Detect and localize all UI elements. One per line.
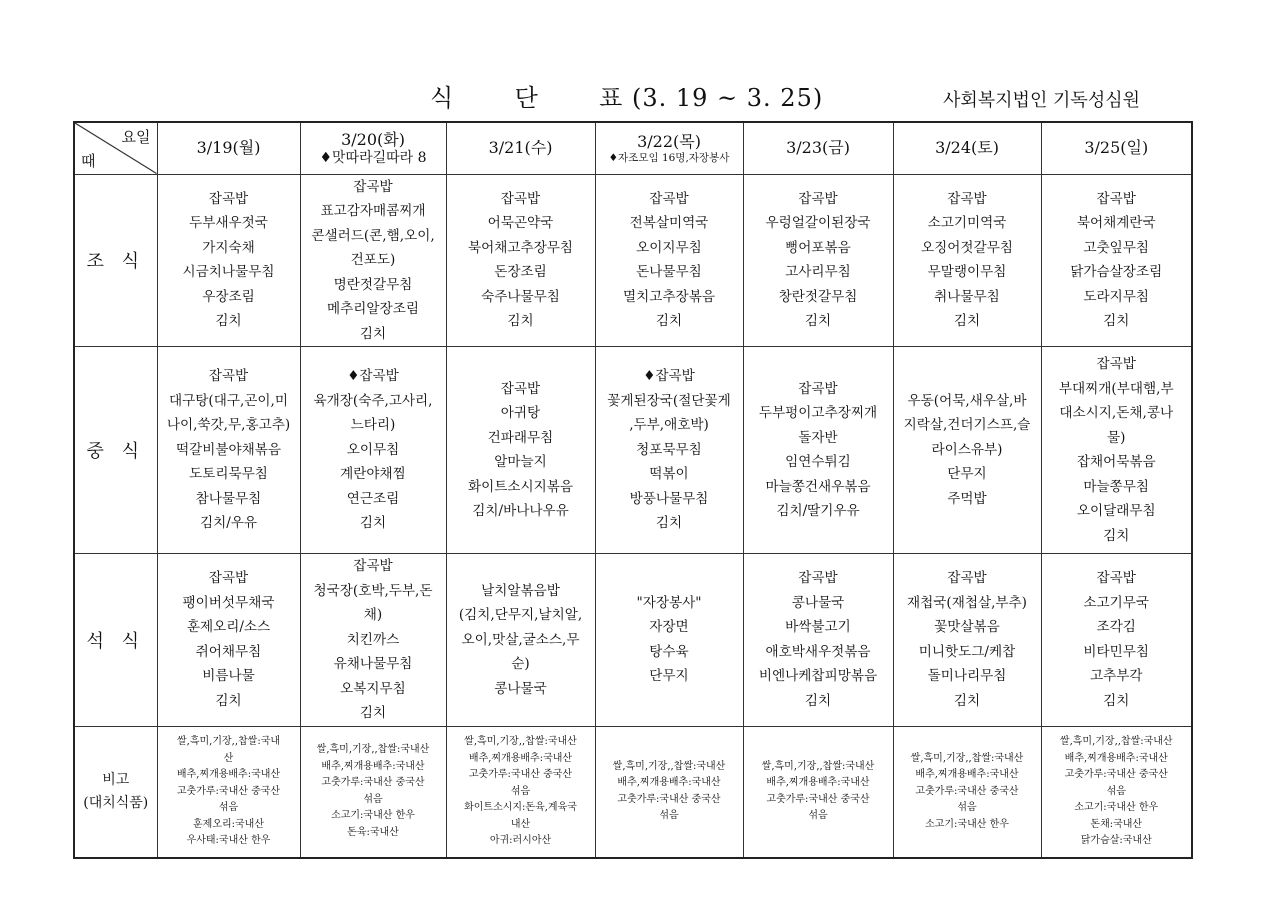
menu-item: 닭가슴살장조림: [1070, 264, 1163, 281]
menu-item: 대소시지,돈채,콩나: [1059, 405, 1174, 421]
menu-item: 우장조림: [202, 288, 255, 305]
menu-item: 떡갈비불야채볶음: [175, 441, 282, 458]
menu-item: 고춧잎무침: [1083, 239, 1150, 256]
menu-item: 계란야채찜: [340, 466, 406, 483]
menu-item: 고사리무침: [785, 264, 851, 281]
menu-item: 소고기무국: [1083, 594, 1150, 611]
menu-item: 숙주나물무침: [481, 288, 560, 305]
menu-item: 잡곡밥: [1096, 190, 1136, 207]
menu-item: "자장봉사": [636, 594, 702, 611]
menu-item: 잡곡밥: [500, 380, 541, 397]
origin-note-cell: [595, 726, 743, 858]
menu-item: 어묵곤약국: [487, 215, 554, 232]
menu-cell: [300, 174, 446, 347]
origin-note-line: 고춧가루:국내산 중국산: [468, 769, 573, 780]
menu-item: 김치: [953, 313, 981, 330]
origin-note-line: 섞음: [1106, 785, 1126, 797]
origin-note-line: 섞음: [510, 785, 531, 797]
dinner-row: [74, 554, 1192, 727]
menu-item: 쥐어채무침: [195, 643, 262, 660]
menu-item: 고추부각: [1089, 668, 1143, 685]
origin-note-line: 소고기:국내산 한우: [1074, 802, 1159, 813]
menu-item: 잡곡밥: [649, 190, 689, 207]
menu-item: 표고감자매콤찌개: [320, 203, 426, 219]
menu-item: 김치: [359, 325, 387, 342]
menu-item: 잡곡밥: [208, 368, 249, 385]
menu-cell: [595, 174, 743, 347]
menu-item: 우렁얼갈이된장국: [765, 215, 871, 232]
menu-item: 부대찌개(부대햄,부: [1058, 380, 1174, 397]
menu-cell: [446, 174, 595, 347]
origin-note-line: 고춧가루:국내산 중국산: [1064, 769, 1168, 780]
origin-note-line: 쌀,흑미,기장,,찹쌀:국내산: [464, 736, 577, 747]
menu-item: 화이트소시지볶음: [467, 478, 574, 495]
menu-item: 비름나물: [202, 668, 255, 685]
origin-note-line: 고춧가루:국내산 중국산: [321, 777, 425, 789]
menu-cell: [1041, 347, 1192, 554]
menu-item: 북어채계란국: [1076, 215, 1156, 232]
day-event: ♦맛따라길따라 8: [319, 149, 427, 166]
menu-item: 잡곡밥: [798, 570, 838, 587]
menu-item: 유채나물무침: [333, 656, 413, 672]
origin-note-line: 쌀,흑미,기장,,찹쌀:국내산: [1059, 736, 1173, 747]
origin-note-line: 배추,찌개용배추:국내산: [1064, 752, 1168, 764]
origin-note-line: 쌀,흑미,기장,,찹쌀:국내산: [910, 752, 1024, 764]
origin-note-cell: [1041, 726, 1192, 858]
menu-item: 취나물무침: [934, 288, 1000, 305]
corner-day-label: 요일: [121, 128, 151, 146]
corner-meal-label: 때: [81, 151, 96, 170]
day-header: [595, 122, 743, 174]
menu-item: 무말랭이무침: [927, 264, 1007, 281]
menu-item: 건파래무침: [487, 429, 554, 446]
menu-item: 주먹밥: [947, 490, 987, 507]
menu-item: 명란젓갈무침: [333, 276, 413, 293]
menu-item: 조각김: [1096, 619, 1136, 636]
menu-item: 참나물무침: [195, 490, 262, 507]
menu-cell: [1041, 174, 1192, 347]
menu-item: 우동(어묵,새우살,바: [907, 392, 1027, 409]
menu-cell: [743, 174, 893, 347]
origin-note-line: 섞음: [957, 802, 977, 813]
origin-note-line: 섞음: [363, 793, 383, 805]
menu-item: 청국장(호박,두부,돈: [313, 582, 433, 599]
origin-note-line: 화이트소시지:돈육,계육국: [464, 802, 577, 813]
meal-label-dinner: 석 식: [74, 554, 157, 727]
organization-name: 사회복지법인 기독성심원: [943, 90, 1140, 111]
menu-item: 가지숙채: [202, 239, 255, 256]
menu-item: 꽃게된장국(절단꽃게: [607, 392, 731, 409]
menu-item: 오복지무침: [340, 680, 406, 697]
menu-item: 날치알볶음밥: [481, 582, 560, 599]
origin-note-line: 배추,찌개용배추:국내산: [617, 777, 721, 789]
menu-item: 오이,맛살,굴소스,무: [461, 631, 580, 648]
origin-note-cell: [893, 726, 1041, 858]
menu-cell: [446, 554, 595, 727]
origin-note-cell: [743, 726, 893, 858]
menu-cell: [893, 347, 1041, 554]
menu-item: 김치: [1103, 527, 1130, 544]
lunch-row: [74, 347, 1192, 554]
menu-item: 돈장조림: [494, 264, 547, 281]
menu-item: 잡곡밥: [208, 190, 249, 207]
menu-item: 김치: [1103, 313, 1130, 330]
menu-item: ♦잡곡밥: [643, 368, 695, 385]
meal-label-lunch: 중 식: [74, 347, 157, 554]
day-event: ♦자조모임 16명,자장봉사: [608, 151, 730, 164]
origin-note-line: 내산: [510, 818, 531, 830]
day-header: [157, 122, 300, 174]
menu-item: 콘샐러드(콘,햄,오이,: [311, 227, 435, 244]
day-date: 3/21(수): [488, 138, 553, 158]
day-date: 3/22(목): [637, 131, 701, 151]
header-row: [74, 122, 1192, 174]
menu-item: ♦잡곡밥: [347, 368, 399, 385]
origin-note-cell: [446, 726, 595, 858]
menu-item: 오이달래무침: [1076, 503, 1156, 519]
menu-item: 김치/바나나우유: [472, 503, 569, 519]
menu-item: 김치/딸기우유: [776, 503, 860, 519]
day-header: [743, 122, 893, 174]
menu-item: 임연수튀김: [785, 454, 851, 470]
menu-item: 오징어젓갈무침: [921, 239, 1013, 256]
menu-item: 소고기미역국: [927, 215, 1007, 232]
menu-item: 방풍나물무침: [629, 490, 709, 507]
menu-item: 떡볶이: [649, 466, 689, 483]
menu-item: 치킨까스: [346, 631, 400, 648]
page-title: 식 단 표 (3. 19 ~ 3. 25): [430, 84, 824, 112]
menu-item: 팽이버섯무채국: [182, 594, 275, 611]
menu-item: 오이지무침: [636, 239, 702, 256]
origin-note-line: 훈제오리:국내산: [193, 818, 264, 830]
menu-item: (김치,단무지,날치알,: [458, 607, 583, 623]
menu-item: 잡곡밥: [353, 558, 393, 574]
menu-item: 비타민무침: [1083, 643, 1150, 660]
menu-item: 라이스유부): [931, 441, 1003, 458]
origin-note-cell: [300, 726, 446, 858]
menu-cell: [893, 174, 1041, 347]
menu-item: 바싹불고기: [785, 619, 851, 636]
day-date: 3/24(토): [935, 138, 999, 158]
menu-cell: [595, 554, 743, 727]
menu-item: 잡곡밥: [947, 570, 987, 587]
menu-cell: [893, 554, 1041, 727]
menu-item: 애호박새우젓볶음: [765, 643, 871, 660]
menu-item: 느타리): [350, 417, 396, 434]
menu-item: 김치: [507, 313, 534, 330]
origin-note-line: 고춧가루:국내산 중국산: [176, 785, 281, 797]
menu-item: 육개장(숙주,고사리,: [313, 392, 433, 409]
day-header: [446, 122, 595, 174]
menu-item: 잡곡밥: [798, 380, 838, 397]
menu-cell: [157, 347, 300, 554]
weekly-menu-table: [73, 121, 1193, 859]
notes-label-line: 비고: [102, 772, 130, 789]
notes-label: [74, 726, 157, 858]
menu-cell: [595, 347, 743, 554]
menu-cell: [1041, 554, 1192, 727]
menu-item: 돌미나리무침: [927, 668, 1007, 685]
day-date: 3/20(화): [341, 129, 405, 149]
menu-item: 마늘쫑건새우볶음: [765, 478, 871, 495]
menu-item: 잡곡밥: [208, 570, 249, 587]
menu-item: 자장면: [649, 619, 689, 636]
menu-item: 김치: [804, 313, 832, 330]
origin-note-line: 고춧가루:국내산 중국산: [617, 793, 721, 805]
menu-item: 김치: [359, 705, 387, 721]
menu-item: 돈나물무침: [636, 264, 702, 281]
menu-item: 훈제오리/소스: [186, 619, 271, 636]
menu-item: 잡곡밥: [1096, 356, 1136, 372]
origin-note-line: 섞음: [808, 810, 828, 822]
menu-item: ,두부,애호박): [629, 417, 709, 434]
menu-item: 김치: [1103, 692, 1130, 709]
menu-item: 메추리알장조림: [327, 301, 419, 317]
menu-item: 잡곡밥: [1096, 570, 1136, 587]
origin-note-line: 배추,찌개용배추:국내산: [468, 752, 573, 764]
menu-item: 도라지무침: [1083, 288, 1150, 305]
menu-item: 김치: [215, 313, 242, 330]
meal-label-breakfast: 조 식: [74, 174, 157, 347]
menu-item: 돌자반: [798, 429, 838, 446]
menu-item: 도토리묵무침: [189, 466, 268, 483]
menu-item: 채): [363, 607, 383, 623]
menu-item: 뻥어포볶음: [785, 239, 851, 256]
menu-item: 북어채고추장무침: [467, 239, 574, 256]
menu-item: 두부펑이고추장찌개: [758, 405, 878, 421]
menu-cell: [300, 347, 446, 554]
menu-item: 비엔나케찹피망볶음: [758, 668, 878, 685]
origin-note-line: 돈채:국내산: [1090, 818, 1143, 830]
origin-note-line: 고춧가루:국내산 중국산: [915, 785, 1019, 797]
menu-item: 시금치나물무침: [182, 264, 275, 281]
origin-note-line: 섞음: [218, 802, 239, 813]
menu-item: 창란젓갈무침: [778, 288, 858, 305]
origin-note-line: 쌀,흑미,기장,,찹쌀:국내산: [612, 760, 726, 772]
menu-item: 탕수육: [649, 643, 689, 660]
origin-note-cell: [157, 726, 300, 858]
menu-item: 물): [1107, 429, 1126, 446]
origin-note-line: 배추,찌개용배추:국내산: [321, 760, 425, 772]
menu-item: 오이무침: [346, 441, 400, 458]
menu-item: 김치/우유: [199, 515, 258, 532]
menu-item: 지락살,건더기스프,슬: [903, 417, 1031, 434]
menu-item: 대구탕(대구,곤이,미: [169, 392, 288, 409]
day-date: 3/23(금): [786, 138, 850, 158]
menu-item: 건포도): [350, 252, 396, 268]
menu-item: 김치: [655, 313, 683, 330]
menu-item: 알마늘지: [494, 454, 547, 470]
menu-item: 잡곡밥: [947, 190, 987, 207]
menu-item: 단무지: [649, 668, 689, 685]
day-date: 3/19(월): [196, 138, 261, 158]
menu-item: 콩나물국: [791, 594, 845, 611]
menu-cell: [743, 554, 893, 727]
menu-item: 마늘쫑무침: [1083, 478, 1150, 495]
menu-item: 멸치고추장볶음: [623, 288, 715, 305]
breakfast-row: [74, 174, 1192, 347]
day-header: [300, 122, 446, 174]
menu-item: 아귀탕: [500, 405, 541, 421]
menu-cell: [743, 347, 893, 554]
menu-item: 나이,쑥갓,무,홍고추): [166, 417, 291, 434]
origin-note-line: 배추,찌개용배추:국내산: [176, 769, 281, 780]
origin-note-line: 쌀,흑미,기장,,찹쌀:국내: [176, 736, 281, 747]
menu-cell: [157, 174, 300, 347]
origin-note-line: 쌀,흑미,기장,,찹쌀:국내산: [761, 760, 875, 772]
menu-item: 연근조림: [346, 490, 400, 507]
origin-note-line: 쌀,흑미,기장,,찹쌀:국내산: [316, 744, 430, 756]
origin-note-line: 돈육:국내산: [347, 826, 399, 838]
menu-item: 순): [511, 656, 530, 672]
origin-note-line: 아귀:러시아산: [489, 835, 552, 846]
origin-note-line: 산: [223, 752, 234, 764]
menu-item: 김치: [359, 515, 387, 532]
origin-note-line: 소고기:국내산 한우: [331, 810, 415, 822]
menu-item: 잡곡밥: [500, 190, 541, 207]
origin-note-line: 배추,찌개용배추:국내산: [915, 769, 1019, 780]
origin-note-line: 닭가슴살:국내산: [1080, 835, 1152, 846]
notes-label-line: (대치식품): [83, 794, 149, 811]
menu-item: 두부새우젓국: [189, 215, 268, 232]
menu-item: 재첩국(재첩살,부추): [907, 594, 1027, 611]
menu-item: 꽃맛살볶음: [934, 619, 1000, 636]
origin-note-line: 고춧가루:국내산 중국산: [766, 793, 870, 805]
origin-note-line: 배추,찌개용배추:국내산: [766, 777, 870, 789]
day-header: [1041, 122, 1192, 174]
menu-item: 콩나물국: [494, 680, 547, 697]
menu-item: 단무지: [947, 466, 987, 483]
menu-cell: [157, 554, 300, 727]
menu-item: 전복살미역국: [629, 215, 709, 232]
menu-item: 청포묵무침: [636, 441, 702, 458]
menu-item: 김치: [215, 692, 242, 709]
menu-item: 김치: [804, 692, 832, 709]
origin-note-line: 우사태:국내산 한우: [186, 835, 271, 846]
origin-note-line: 소고기:국내산 한우: [925, 818, 1009, 830]
origin-note-line: 섞음: [659, 810, 679, 822]
menu-item: 미니핫도그/케찹: [918, 643, 1016, 660]
menu-item: 김치: [655, 515, 683, 532]
menu-item: 김치: [953, 692, 981, 709]
day-date: 3/25(일): [1084, 138, 1149, 158]
day-header: [893, 122, 1041, 174]
corner-header: [74, 122, 157, 174]
menu-cell: [446, 347, 595, 554]
menu-item: 잡곡밥: [798, 190, 838, 207]
menu-item: 잡채어묵볶음: [1076, 454, 1156, 470]
menu-cell: [300, 554, 446, 727]
menu-item: 잡곡밥: [353, 178, 393, 195]
notes-row: [74, 726, 1192, 858]
